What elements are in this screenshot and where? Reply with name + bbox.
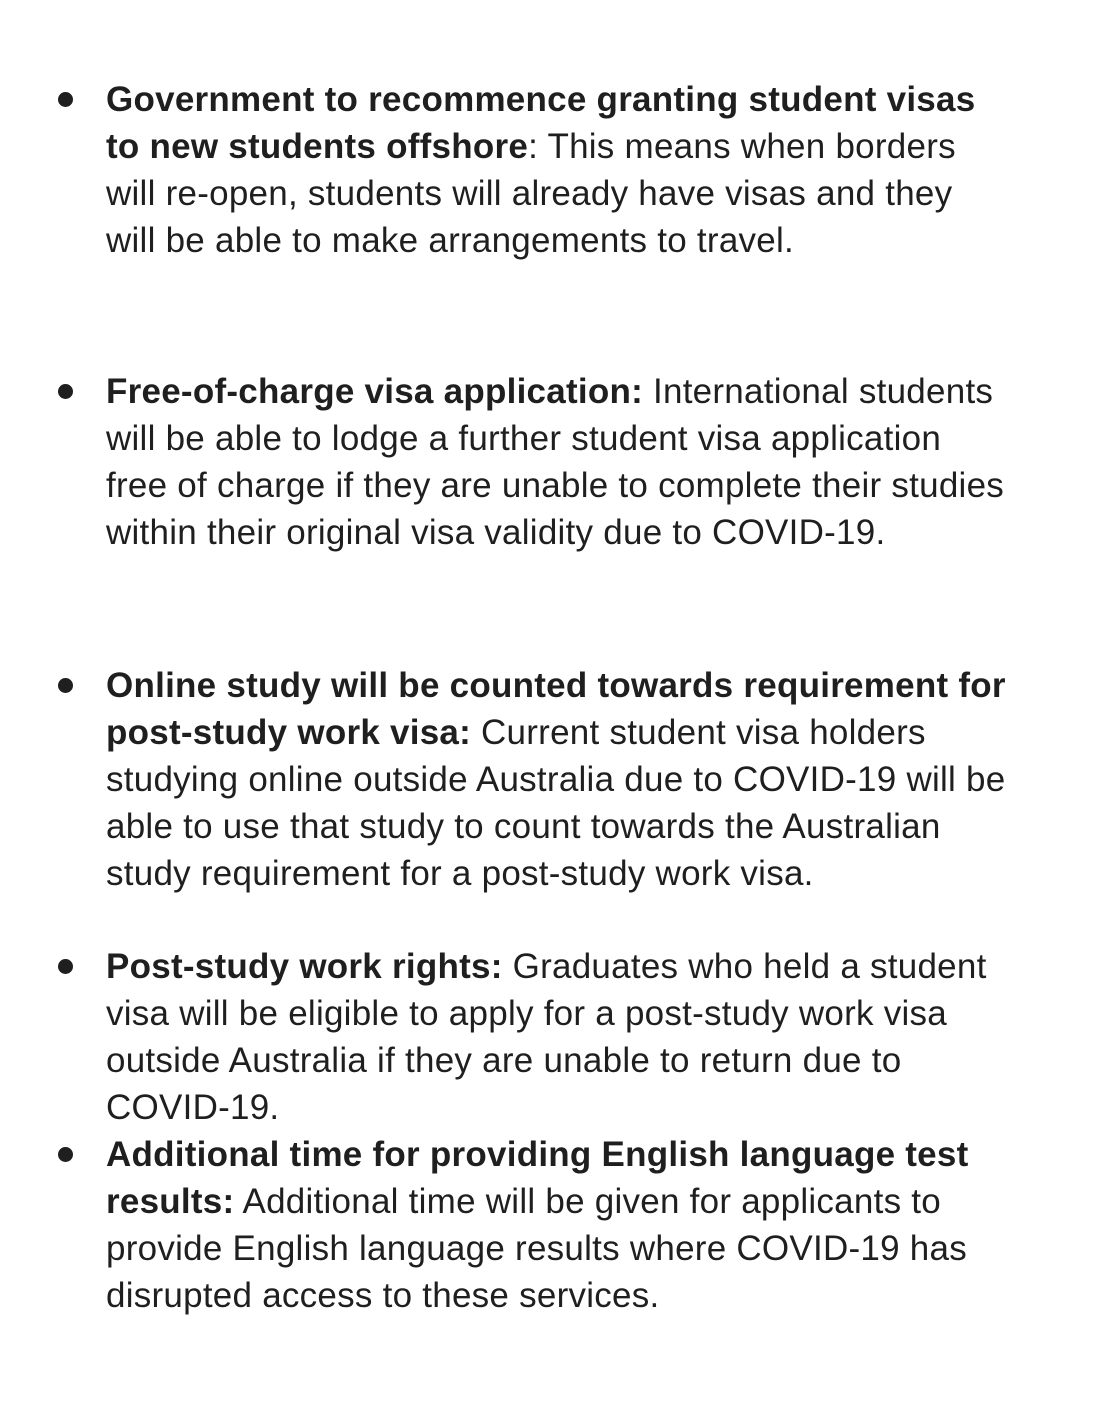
bullet-icon — [58, 384, 73, 399]
list-item-post-study-work-rights — [106, 943, 1006, 1131]
item-title: Post-study work rights: — [106, 947, 503, 986]
item-title: Government to recommence granting student visas to new students offshore — [106, 80, 976, 166]
item-body: International students will be able to lodge a further student visa application free of charge if they are unable to complete their studies within their original visa validity due to COVID-19. — [106, 372, 1005, 552]
item-title: Online study will be counted towards requirement for post-study work visa: — [106, 666, 1006, 752]
list-item-offshore-visas — [106, 76, 1006, 264]
list-item-english-test-results — [106, 1131, 1006, 1319]
bullet-icon — [58, 92, 73, 107]
item-body: Additional time will be given for applicants to provide English language results where COVID-19 has disrupted access to these services. — [106, 1182, 967, 1315]
item-title: Free-of-charge visa application: — [106, 372, 644, 411]
list-item-free-visa-application — [106, 368, 1006, 556]
item-body: Current student visa holders studying online outside Australia due to COVID-19 will be able to use that study to count towards the Australian study requirement for a post-study work visa. — [106, 713, 1006, 893]
item-body: Graduates who held a student visa will be eligible to apply for a post-study work visa outside Australia if they are unable to return due to COVID-19. — [106, 947, 987, 1127]
bullet-icon — [58, 959, 73, 974]
list-item-online-study — [106, 662, 1006, 897]
item-body: : This means when borders will re-open, students will already have visas and they will be able to make arrangements to travel. — [106, 127, 956, 260]
bullet-icon — [58, 1147, 73, 1162]
bullet-icon — [58, 678, 73, 693]
item-title: Additional time for providing English language test results: — [106, 1135, 969, 1221]
